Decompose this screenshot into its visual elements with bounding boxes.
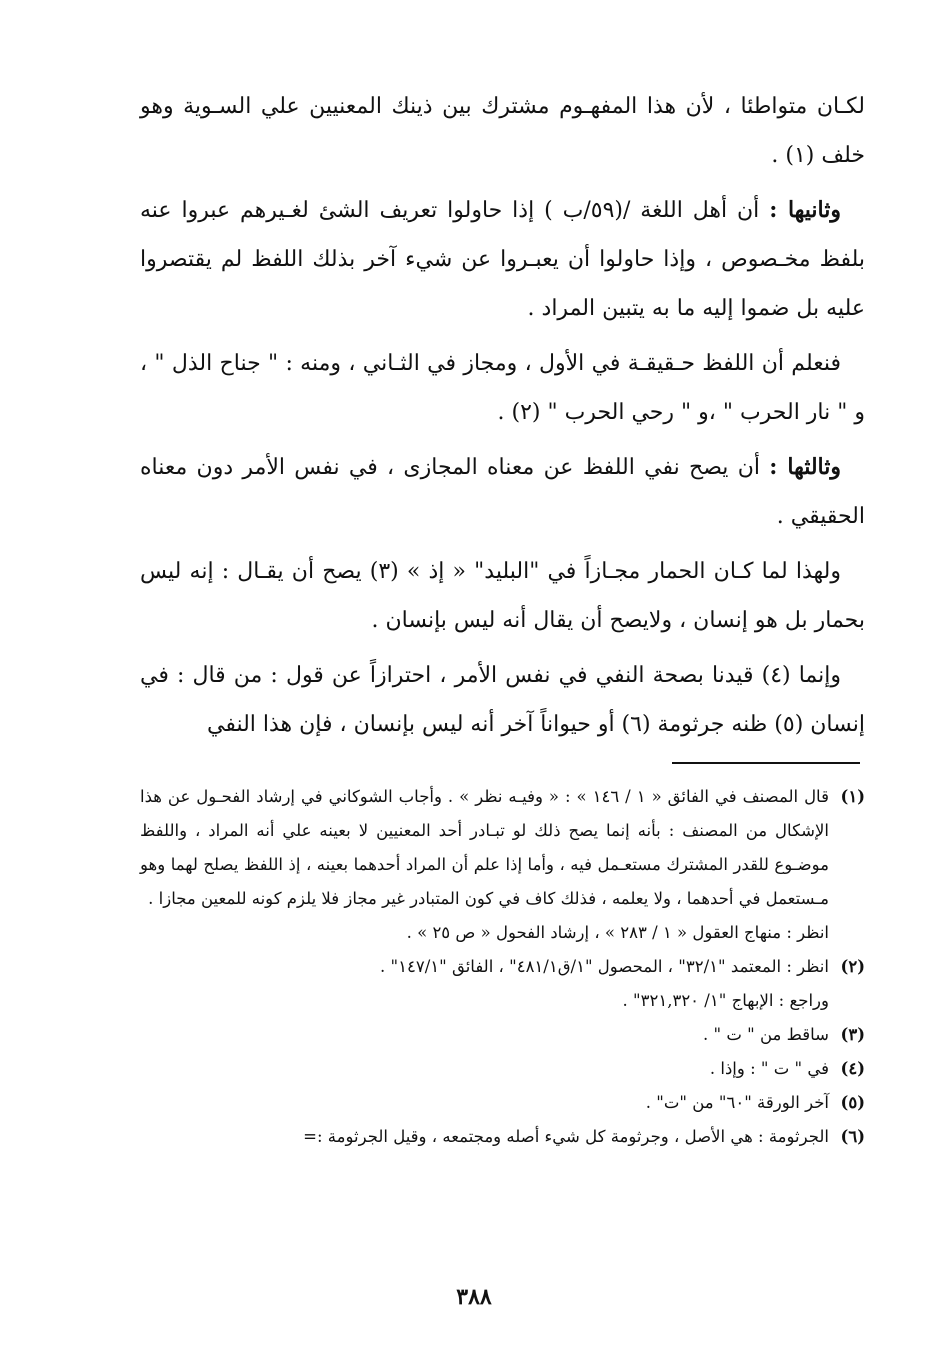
footnote-3 — [140, 1018, 865, 1052]
footnote-text: الجرثومة : هي الأصل ، وجرثومة كل شيء أصله ومجتمعه ، وقيل الجرثومة := — [303, 1127, 829, 1146]
page-number: ٣٨٨ — [456, 1284, 492, 1310]
footnote-number: (١) — [840, 787, 865, 806]
footnote-text: ساقط من " ت " . — [703, 1025, 829, 1044]
footnote-text: آخر الورقة "٦٠" من "ت" . — [645, 1093, 829, 1112]
footnotes — [140, 780, 865, 1154]
paragraph-6 — [140, 651, 865, 749]
footnote-text: قال المصنف في الفائق « ١ / ١٤٦ » : « وفيـه نظر » . وأجاب الشوكاني في إرشاد الفحـول عن هذا الإشكال من المصنف : بأنه إنما يصح ذلك لو تبـادر أحد المعنيين لا بعينه علي أنه المراد ، واللفظ موضـوع للقدر المشترك مستعـمل فيه ، وأما إذا علم أن المراد أحدهما بعينه ، إذ اللفظ يصلح لهما وهو مـستعمل في أحدهما ، ولا يعلمه ، فذلك كاف في كون المتبادر غير مجاز فلا يلزم كونه للمعين مجازا . — [140, 787, 829, 908]
footnote-2 — [140, 950, 865, 984]
footnote-number: (٦) — [840, 1127, 865, 1146]
footnote-5 — [140, 1086, 865, 1120]
footnote-text: وراجع : الإبهاج "١/ ٣٢١,٣٢٠" . — [622, 991, 829, 1010]
footnote-1-continued — [140, 916, 865, 950]
paragraph-text: أن أهل اللغة /(٥٩/ب ) إذا حاولوا تعريف الشئ لغـيرهم عبروا عنه بلفظ مخـصوص ، وإذا حاولوا أن يعبـروا عن شيء آخر بذلك اللفظ لم يقتصروا عليه بل ضموا إليه ما به يتبين المراد . — [140, 198, 866, 321]
footnote-number: (٣) — [840, 1025, 865, 1044]
paragraph-text: أن يصح نفي اللفظ عن معناه المجازى ، في نفس الأمر دون معناه الحقيقي . — [140, 455, 865, 529]
footnote-2-continued — [140, 984, 865, 1018]
paragraph-lead: وثالثها : — [769, 454, 841, 480]
footnote-number: (٥) — [840, 1093, 865, 1112]
paragraph-text: لكـان متواطئا ، لأن هذا المفهـوم مشترك بين ذينك المعنيين علي السـوية وهو خلف (١) . — [140, 94, 865, 168]
paragraph-text: فنعلم أن اللفظ حـقيقـة في الأول ، ومجاز في الثـاني ، ومنه : " جناح الذل " ، و " نار الحرب " ،و " رحي الحرب " (٢) . — [140, 351, 865, 425]
paragraph-text: ولهذا لما كـان الحمار مجـازاً في "البليد" « إذ » (٣) يصح أن يقـال : إنه ليس بحمار بل هو إنسان ، ولايصح أن يقال أنه ليس بإنسان . — [140, 559, 865, 633]
footnote-4 — [140, 1052, 865, 1086]
paragraph-3 — [140, 339, 865, 437]
footnote-number: (٤) — [840, 1059, 865, 1078]
footnote-text: انظر : منهاج العقول « ١ / ٢٨٣ » ، إرشاد الفحول « ص ٢٥ » . — [406, 923, 829, 942]
paragraph-1 — [140, 82, 865, 180]
paragraph-5 — [140, 547, 865, 645]
footnote-text: في " ت " : وإذا . — [709, 1059, 829, 1078]
footnote-1 — [140, 780, 865, 916]
footnote-separator — [672, 762, 860, 764]
main-text — [140, 82, 865, 755]
paragraph-4 — [140, 443, 865, 541]
footnote-6 — [140, 1120, 865, 1154]
paragraph-lead: وثانيها : — [769, 197, 841, 223]
footnote-number: (٢) — [840, 957, 865, 976]
paragraph-text: وإنما (٤) قيدنا بصحة النفي في نفس الأمر ، احترازاً عن قول : من قال : في إنسان (٥) ظنه جرثومة (٦) أو حيواناً آخر أنه ليس بإنسان ، فإن هذا النفي — [140, 663, 865, 737]
paragraph-2 — [140, 186, 865, 333]
footnote-text: انظر : المعتمد "٣٢/١" ، المحصول "١/ق٤٨١/١" ، الفائق "١٤٧/١" . — [380, 957, 829, 976]
